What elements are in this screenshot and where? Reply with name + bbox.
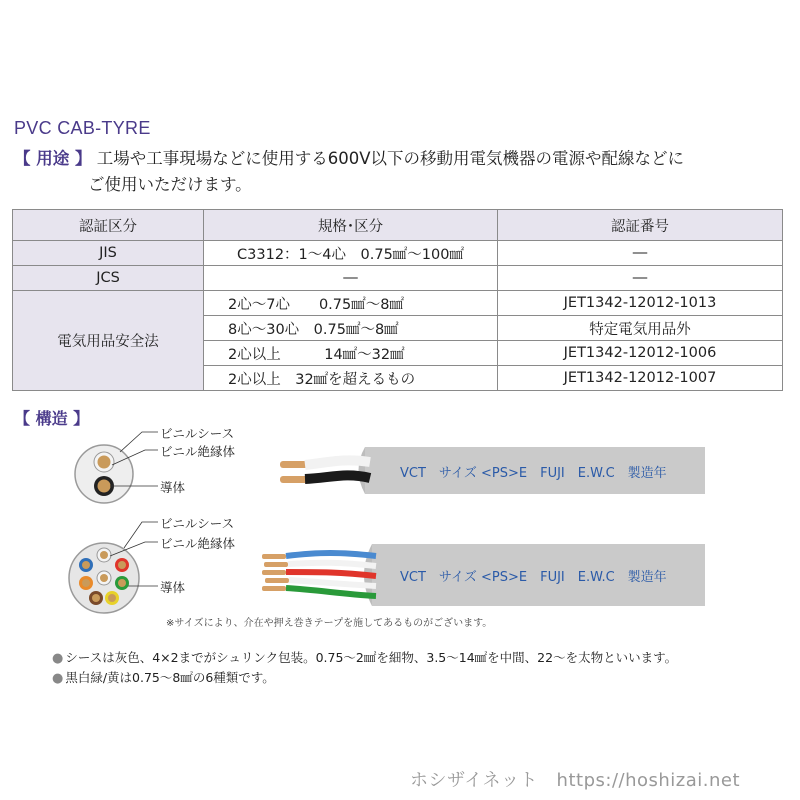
- footer-watermark: ホシザイネット https://hoshizai.net: [410, 770, 741, 791]
- cell-category-pse: 電気用品安全法: [13, 291, 204, 391]
- usage-label: 【 用途 】: [14, 149, 92, 168]
- bullet-text-2: 黒白緑/黄は0.75～8㎟の6種類です。: [65, 670, 275, 685]
- usage-text-line2: ご使用いただけます。: [88, 175, 252, 194]
- cable1-cross-section: [75, 445, 133, 503]
- cell-number-pse-2: 特定電気用品外: [498, 316, 783, 341]
- bullet-item: [52, 668, 275, 686]
- cell-spec-pse-1: 2心～7心 0.75㎟～8㎟: [204, 291, 498, 316]
- cell-category-jcs: JCS: [13, 266, 204, 291]
- structure-heading: 【 構造 】: [14, 409, 90, 428]
- structure-note: ※サイズにより、介在や押え巻きテープを施してあるものがございます。: [166, 618, 493, 629]
- cell-category-jis: JIS: [13, 241, 204, 266]
- usage-text-line1: 工場や工事現場などに使用する600V以下の移動用電気機器の電源や配線などに: [96, 149, 685, 168]
- cable2-insulator-label: ビニル絶縁体: [160, 536, 236, 551]
- cable1-insulator-label: ビニル絶縁体: [160, 444, 236, 459]
- cable1-print-text: VCT サイズ <PS>E FUJI E.W.C 製造年: [400, 466, 667, 481]
- cell-number-jis: ―: [498, 241, 783, 266]
- header-spec: 規格･区分: [204, 210, 498, 241]
- cable2-print-text: VCT サイズ <PS>E FUJI E.W.C 製造年: [400, 570, 667, 585]
- cell-number-pse-3: JET1342-12012-1006: [498, 341, 783, 366]
- bullet-mark: ●: [52, 651, 64, 666]
- cell-spec-jcs: ―: [204, 266, 498, 291]
- cable1-sheath-label: ビニルシース: [160, 426, 235, 441]
- cell-number-pse-1: JET1342-12012-1013: [498, 291, 783, 316]
- cell-number-jcs: ―: [498, 266, 783, 291]
- product-title: PVC CAB-TYRE: [14, 118, 151, 138]
- cell-number-pse-4: JET1342-12012-1007: [498, 366, 783, 391]
- cable2-cross-section: [69, 543, 139, 613]
- bullet-item: [52, 648, 677, 666]
- cell-spec-pse-3: 2心以上 14㎟～32㎟: [204, 341, 498, 366]
- header-cert-category: 認証区分: [13, 210, 204, 241]
- bullet-mark: ●: [52, 671, 64, 686]
- cell-spec-pse-4: 2心以上 32㎟を超えるもの: [204, 366, 498, 391]
- cell-spec-jis: C3312：1～4心 0.75㎟～100㎟: [204, 241, 498, 266]
- bullet-text-1: シースは灰色、4×2までがシュリンク包装。0.75～2㎟を細物、3.5～14㎟を中間、22～を太物といいます。: [65, 650, 678, 665]
- cell-spec-pse-2: 8心～30心 0.75㎟～8㎟: [204, 316, 498, 341]
- header-cert-number: 認証番号: [498, 210, 783, 241]
- cable1-conductor-label: 導体: [160, 480, 186, 495]
- cable2-conductor-label: 導体: [160, 580, 186, 595]
- cable2-sheath-label: ビニルシース: [160, 516, 235, 531]
